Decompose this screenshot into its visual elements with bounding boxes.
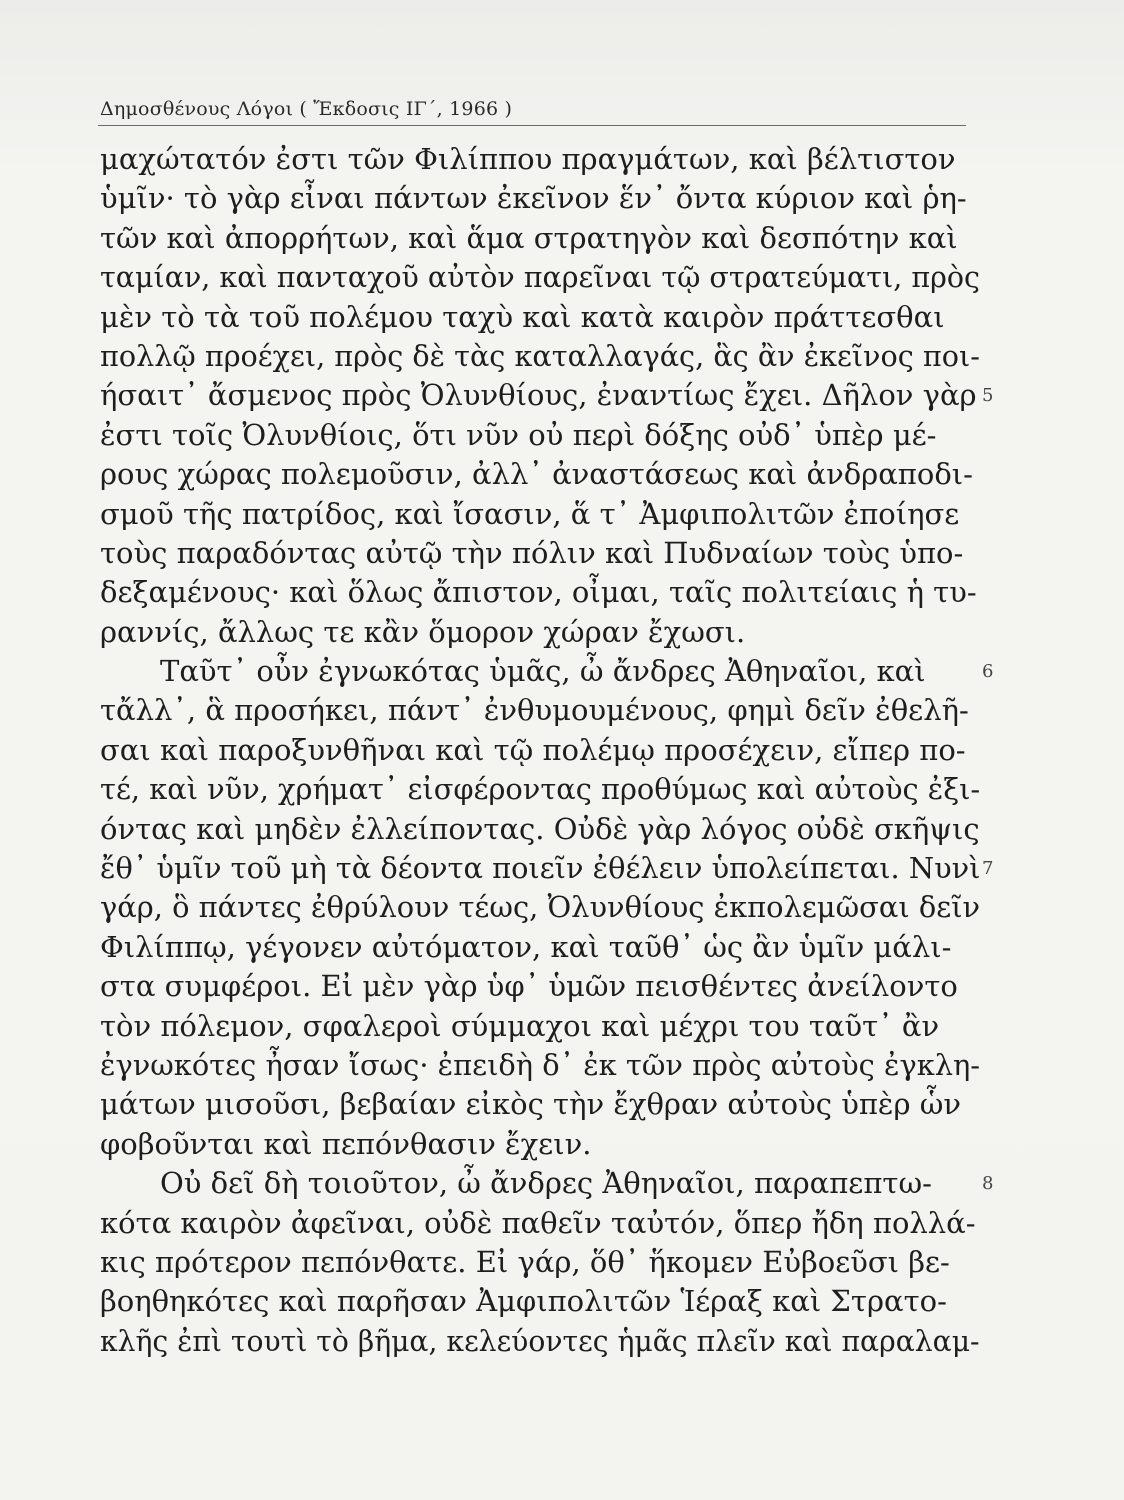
text-line <box>100 1322 1040 1361</box>
text-line <box>100 376 1040 415</box>
line-text: πολλῷ προέχει, πρὸς δὲ τὰς καταλλαγάς, ἃς ἂν ἐκεῖνος ποι- <box>100 338 980 373</box>
line-text: δεξαμένους· καὶ ὅλως ἄπιστον, οἶμαι, ταῖς πολιτείαις ἡ τυ- <box>100 575 977 610</box>
text-line <box>100 1204 1040 1243</box>
line-text: ἔθ᾽ ὑμῖν τοῦ μὴ τὰ δέοντα ποιεῖν ἐθέλειν ὑπολείπεται. Νυνὶ <box>100 851 981 886</box>
line-text: Οὐ δεῖ δὴ τοιοῦτον, ὦ ἄνδρες Ἀθηναῖοι, παραπεπτω- <box>160 1166 932 1201</box>
text-line <box>100 534 1040 573</box>
text-line <box>100 928 1040 967</box>
line-text: ταμίαν, καὶ πανταχοῦ αὐτὸν παρεῖναι τῷ στρατεύματι, πρὸς <box>100 260 980 295</box>
line-text: βοηθηκότες καὶ παρῆσαν Ἀμφιπολιτῶν Ἱέραξ καὶ Στρατο- <box>100 1284 947 1319</box>
line-text: ἐγνωκότες ἦσαν ἴσως· ἐπειδὴ δ᾽ ἐκ τῶν πρὸς αὐτοὺς ἐγκλη- <box>100 1047 981 1082</box>
text-line <box>100 179 1040 218</box>
line-text: τἄλλ᾽, ἃ προσήκει, πάντ᾽ ἐνθυμουμένους, φημὶ δεῖν ἐθελῆ- <box>100 693 969 728</box>
text-line <box>100 416 1040 455</box>
text-line <box>100 1243 1040 1282</box>
line-text: τέ, καὶ νῦν, χρήματ᾽ εἰσφέροντας προθύμως καὶ αὐτοὺς ἐξι- <box>100 772 981 807</box>
line-text: τὸν πόλεμον, σφαλεροὶ σύμμαχοι καὶ μέχρι του ταῦτ᾽ ἂν <box>100 1008 940 1043</box>
text-line <box>100 731 1040 770</box>
line-text: όντας καὶ μηδὲν ἐλλείποντας. Οὐδὲ γὰρ λόγος οὐδὲ σκῆψις <box>100 811 980 846</box>
line-text: μάτων μισοῦσι, βεβαίαν εἰκὸς τὴν ἔχθραν αὐτοὺς ὑπὲρ ὧν <box>100 1087 961 1122</box>
section-number: 8 <box>982 1173 994 1195</box>
line-text: τοὺς παραδόντας αὐτῷ τὴν πόλιν καὶ Πυδναίων τοὺς ὑπο- <box>100 535 964 570</box>
text-line <box>100 1282 1040 1321</box>
line-text: ήσαιτ᾽ ἄσμενος πρὸς Ὀλυνθίους, ἐναντίως ἔχει. Δῆλον γὰρ <box>100 378 977 413</box>
text-line <box>100 613 1040 652</box>
text-line <box>100 298 1040 337</box>
line-text: τῶν καὶ ἀπορρήτων, καὶ ἅμα στρατηγὸν καὶ δεσπότην καὶ <box>100 220 958 255</box>
line-text: μαχώτατόν ἐστι τῶν Φιλίππου πραγμάτων, καὶ βέλτιστον <box>100 142 956 176</box>
line-text: ραννίς, ἄλλως τε κἂν ὅμορον χώραν ἔχωσι. <box>100 614 746 649</box>
text-line <box>100 652 1040 691</box>
section-number: 5 <box>982 385 994 407</box>
text-line <box>100 140 1040 179</box>
line-text: κλῆς ἐπὶ τουτὶ τὸ βῆμα, κελεύοντες ἡμᾶς πλεῖν καὶ παραλαμ- <box>100 1323 980 1358</box>
text-line <box>100 1085 1040 1124</box>
text-line <box>100 495 1040 534</box>
text-line <box>100 1125 1040 1164</box>
text-line <box>100 967 1040 1006</box>
line-text: μὲν τὸ τὰ τοῦ πολέμου ταχὺ καὶ κατὰ καιρὸν πράττεσθαι <box>100 299 945 334</box>
text-line <box>100 691 1040 730</box>
text-line <box>100 849 1040 888</box>
line-text: Φιλίππῳ, γέγονεν αὐτόματον, καὶ ταῦθ᾽ ὡς ἂν ὑμῖν μάλι- <box>100 929 952 964</box>
line-text: σμοῦ τῆς πατρίδος, καὶ ἴσασιν, ἅ τ᾽ Ἀμφιπολιτῶν ἐποίησε <box>100 496 960 531</box>
text-line <box>100 810 1040 849</box>
header-rule <box>98 125 966 126</box>
text-line <box>100 1046 1040 1085</box>
line-text: στα συμφέροι. Εἰ μὲν γὰρ ὑφ᾽ ὑμῶν πεισθέντες ἀνείλοντο <box>100 969 958 1004</box>
line-text: ρους χώρας πολεμοῦσιν, ἀλλ᾽ ἀναστάσεως καὶ ἀνδραποδι- <box>100 457 973 492</box>
text-line <box>100 455 1040 494</box>
text-line <box>100 770 1040 809</box>
line-text: σαι καὶ παροξυνθῆναι καὶ τῷ πολέμῳ προσέχειν, εἴπερ πο- <box>100 732 966 767</box>
section-number: 6 <box>982 661 994 683</box>
line-text: ὑμῖν· τὸ γὰρ εἶναι πάντων ἐκεῖνον ἕν᾽ ὄντα κύριον καὶ ῥη- <box>100 181 967 216</box>
text-line <box>100 219 1040 258</box>
text-line <box>100 258 1040 297</box>
text-line <box>100 888 1040 927</box>
text-line <box>100 337 1040 376</box>
line-text: φοβοῦνται καὶ πεπόνθασιν ἔχειν. <box>100 1126 592 1161</box>
text-line <box>100 1164 1040 1203</box>
text-line <box>100 573 1040 612</box>
body-text <box>100 140 1040 1361</box>
running-header: Δημοσθένους Λόγοι ( Ἔκδοσις ΙΓ΄, 1966 ) <box>100 98 513 120</box>
text-line <box>100 1007 1040 1046</box>
line-text: ἐστι τοῖς Ὀλυνθίοις, ὅτι νῦν οὐ περὶ δόξης οὐδ᾽ ὑπὲρ μέ- <box>100 417 937 452</box>
line-text: κις πρότερον πεπόνθατε. Εἰ γάρ, ὅθ᾽ ἥκομεν Εὐβοεῦσι βε- <box>100 1244 950 1279</box>
line-text: γάρ, ὃ πάντες ἐθρύλουν τέως, Ὀλυνθίους ἐκπολεμῶσαι δεῖν <box>100 890 981 925</box>
line-text: κότα καιρὸν ἀφεῖναι, οὐδὲ παθεῖν ταὐτόν, ὅπερ ἤδη πολλά- <box>100 1205 976 1240</box>
line-text: Ταῦτ᾽ οὖν ἐγνωκότας ὑμᾶς, ὦ ἄνδρες Ἀθηναῖοι, καὶ <box>160 654 926 689</box>
section-number: 7 <box>982 858 994 880</box>
